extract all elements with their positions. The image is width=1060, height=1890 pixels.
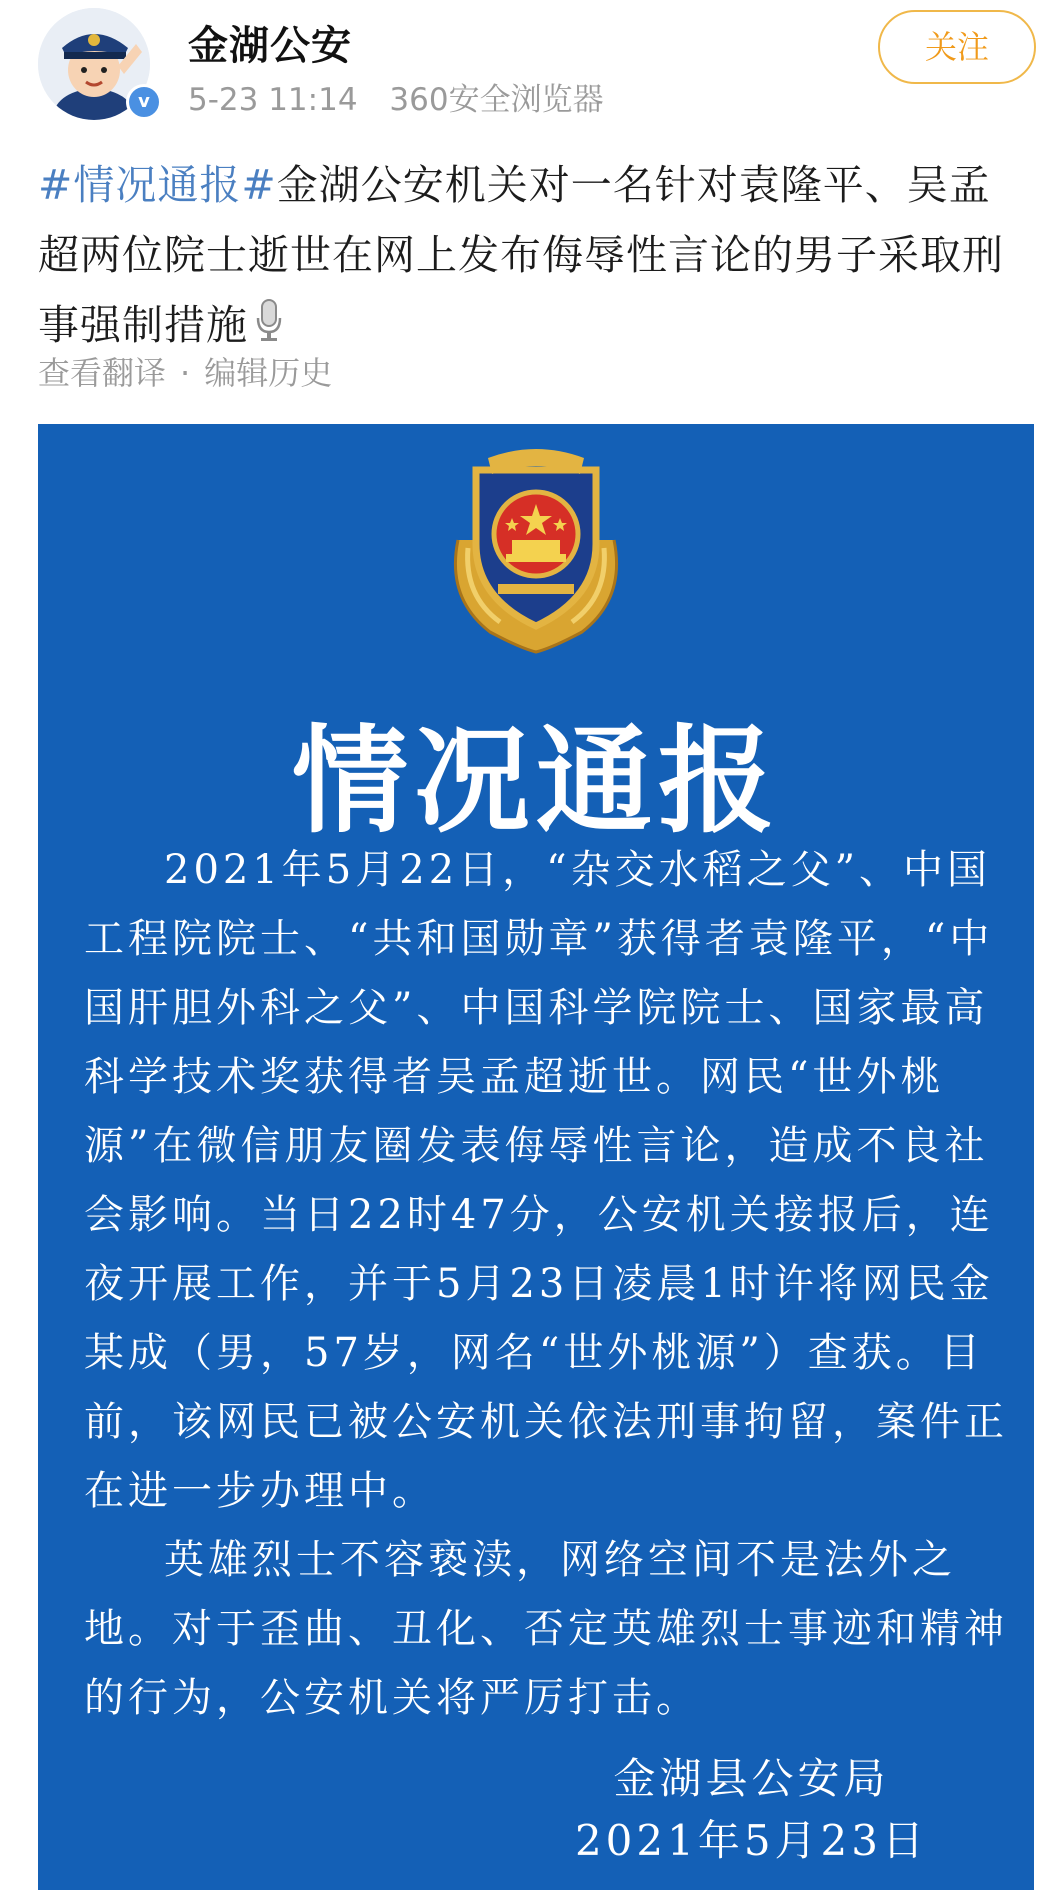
post-text: 金湖公安机关对一名针对袁隆平、吴孟超两位院士逝世在网上发布侮辱性言论的男子采取刑事强制措施 <box>38 161 1004 349</box>
topic-link[interactable]: #情况通报# <box>38 161 277 209</box>
user-name[interactable]: 金湖公安 <box>188 23 352 69</box>
post-meta <box>188 74 626 119</box>
police-emblem-icon <box>428 448 644 658</box>
notice-paragraph-2: 英雄烈士不容亵渎，网络空间不是法外之地。对于歪曲、丑化、否定英雄烈士事迹和精神的行为，公安机关将严厉打击。 <box>84 1537 1008 1721</box>
follow-button[interactable]: 关注 <box>878 10 1036 84</box>
post-content <box>38 150 1028 363</box>
post-header <box>0 0 1060 140</box>
notice-image[interactable] <box>38 424 1034 1890</box>
post-source: 360安全浏览器 <box>389 82 604 118</box>
edit-history-link[interactable]: 编辑历史 <box>204 354 333 392</box>
notice-body <box>84 836 1014 1733</box>
verified-badge-icon: v <box>126 84 162 120</box>
notice-paragraph-1: 2021年5月22日，“杂交水稻之父”、中国工程院院士、“共和国勋章”获得者袁隆平，“中国肝胆外科之父”、中国科学院院士、国家最高科学技术奖获得者吴孟超逝世。网民“世外桃源”在微信朋友圈发表侮辱性言论，造成不良社会影响。当日22时47分，公安机关接报后，连夜开展工作，并于5月23日凌晨1时许将网民金某成（男，57岁，网名“世外桃源”）查获。目前，该网民已被公安机关依法刑事拘留，案件正在进一步办理中。 <box>84 847 1008 1514</box>
translate-link[interactable]: 查看翻译 <box>38 354 167 392</box>
issuer-name: 金湖县公安局 <box>613 1754 890 1803</box>
post-actions <box>38 348 332 394</box>
separator-dot: · <box>180 354 191 392</box>
notice-signature <box>575 1748 928 1872</box>
notice-title: 情况通报 <box>292 713 780 849</box>
post-date: 5-23 11:14 <box>188 82 358 118</box>
issue-date: 2021年5月23日 <box>574 1816 928 1865</box>
